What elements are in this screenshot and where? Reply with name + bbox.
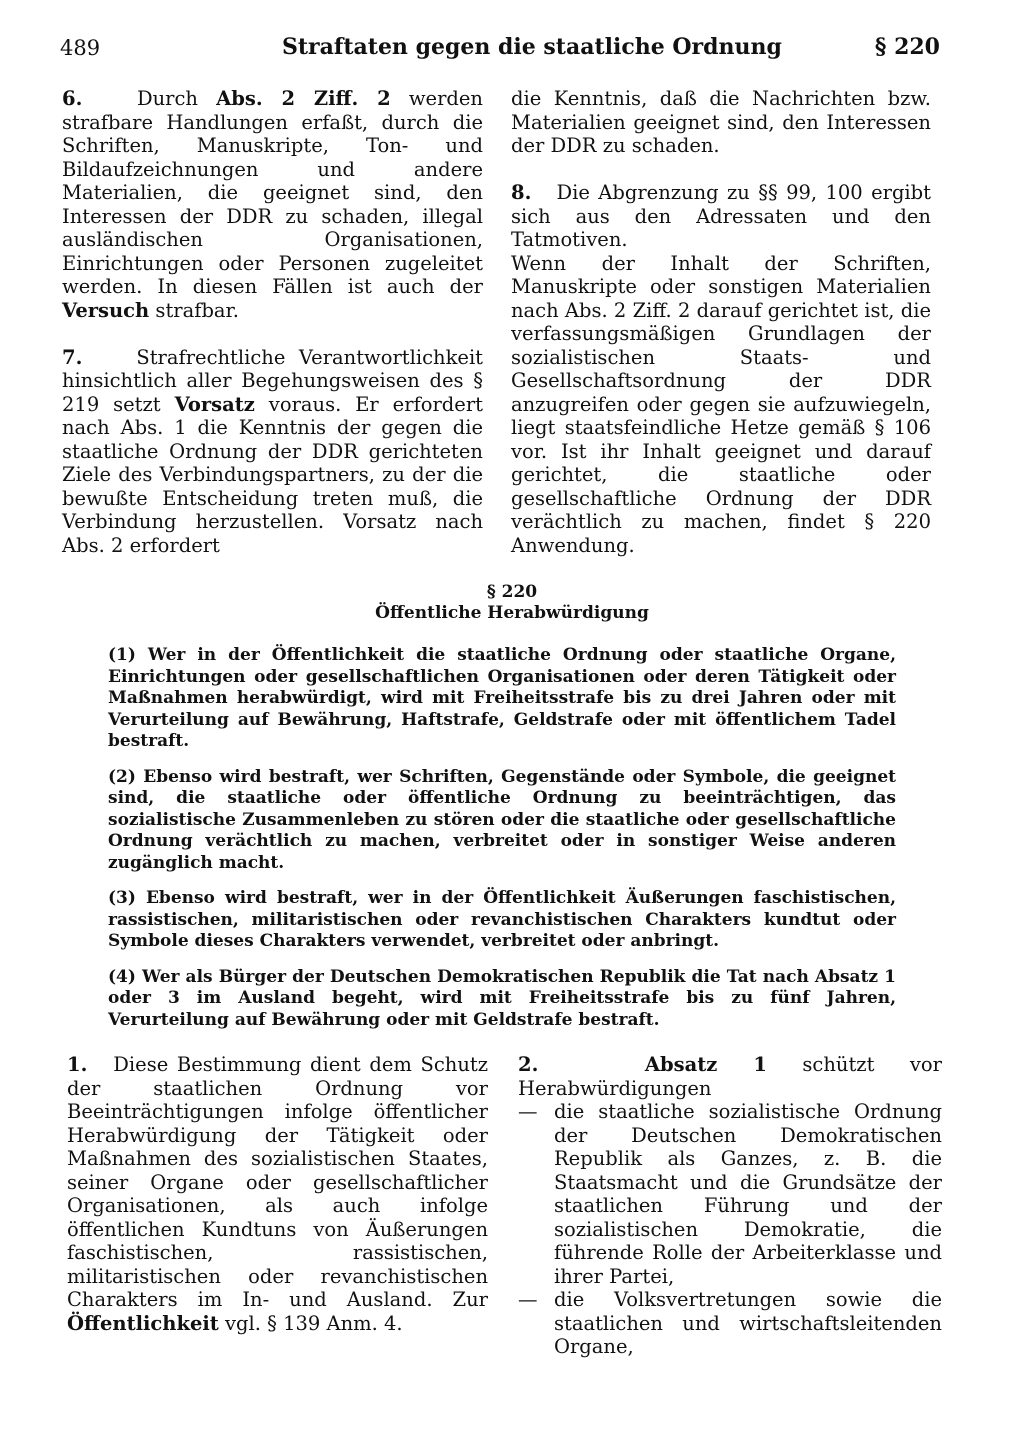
- note-6: 6. Durch Abs. 2 Ziff. 2 werden strafbare Handlungen erfaßt, durch die Schriften, Manuskripte, Ton- und Bildaufzeichnungen und andere Materialien, die geeignet sind, den Interessen der DDR zu schaden, illegal ausländischen Organisationen, Einrichtungen oder Personen zugeleitet werden. In diesen Fällen ist auch der Versuch strafbar.: [62, 87, 483, 322]
- law-paragraph-4: (4) Wer als Bürger der Deutschen Demokratischen Republik die Tat nach Absatz 1 oder 3 im Ausland begeht, wird mit Freiheitsstrafe bis zu fünf Jahren, Verurteilung auf Bewährung oder mit Geldstrafe bestraft.: [108, 966, 896, 1030]
- commentary-column-left-lower: [67, 1053, 488, 1335]
- law-section-title: Öffentliche Herabwürdigung: [375, 603, 649, 623]
- page-header: [60, 30, 940, 66]
- running-title: Straftaten gegen die staatliche Ordnung: [282, 34, 782, 60]
- commentary-column-right-lower: [518, 1053, 942, 1359]
- note-1: 1. Diese Bestimmung dient dem Schutz der staatlichen Ordnung vor Beeinträchtigungen infolge öffentlicher Herabwürdigung der Tätigkeit oder Maßnahmen des sozialistischen Staates, seiner Organe oder gesellschaftlicher Organisationen, als auch infolge öffentlichen Kundtuns von Äußerungen faschistischen, rassistischen, militaristischen oder revanchistischen Charakters im In- und Ausland. Zur Öffentlichkeit vgl. § 139 Anm. 4.: [67, 1053, 488, 1335]
- note-7-continued: die Kenntnis, daß die Nachrichten bzw. Materialien geeignet sind, den Interessen der DDR zu schaden.: [511, 87, 931, 157]
- section-reference: § 220: [874, 34, 940, 60]
- list-item: — die staatliche sozialistische Ordnung der Deutschen Demokratischen Republik als Ganzes, z. B. die Staatsmacht und die Grundsätze der staatlichen Führung und der sozialistischen Demokratie, die führende Rolle der Arbeiterklasse und ihrer Partei,: [518, 1100, 942, 1288]
- page-number: 489: [60, 36, 101, 60]
- note-8-paragraph: Wenn der Inhalt der Schriften, Manuskripte oder sonstigen Materialien nach Abs. 2 Ziff. 2 darauf gerichtet ist, die verfassungsmäßigen Grundlagen der sozialistischen Staats- und Gesellschaftsordnung der DDR anzugreifen oder gegen sie aufzuwiegeln, liegt staatsfeindliche Hetze gemäß § 106 vor. Ist ihr Inhalt geeignet und darauf gerichtet, die staatliche oder gesellschaftliche Ordnung der DDR verächtlich zu machen, findet § 220 Anwendung.: [511, 251, 931, 557]
- dash-marker: —: [518, 1288, 538, 1311]
- list-item: — die Volksvertretungen sowie die staatlichen und wirtschaftsleitenden Organe,: [518, 1288, 942, 1358]
- law-paragraph-1: (1) Wer in der Öffentlichkeit die staatliche Ordnung oder staatliche Organe, Einrichtungen oder gesellschaftlichen Organisationen oder deren Tätigkeit oder Maßnahmen herabwürdigt, wird mit Freiheitsstrafe bis zu drei Jahren oder mit Verurteilung auf Bewährung, Haftstrafe, Geldstrafe oder mit öffentlichem Tadel bestraft.: [108, 645, 896, 751]
- note-8: 8. Die Abgrenzung zu §§ 99, 100 ergibt sich aus den Adressaten und den Tatmotiven.: [511, 181, 931, 251]
- law-paragraph-2: (2) Ebenso wird bestraft, wer Schriften, Gegenstände oder Symbole, die geeignet sind, die staatliche oder öffentliche Ordnung zu beeinträchtigen, das sozialistische Zusammenleben zu stören oder die staatliche oder gesellschaftliche Ordnung verächtlich zu machen, verbreitet oder in sonstiger Weise anderen zugänglich macht.: [108, 766, 896, 873]
- law-section-number: § 220: [486, 582, 538, 602]
- note-2: 2. Absatz 1 schützt vor Herabwürdigungen: [518, 1053, 942, 1100]
- note-7: 7. Strafrechtliche Verantwortlichkeit hinsichtlich aller Begehungsweisen des § 219 setzt Vorsatz voraus. Er erfordert nach Abs. 1 die Kenntnis der gegen die staatliche Ordnung der DDR gerichteten Ziele des Verbindungspartners, zu der die bewußte Entscheidung treten muß, die Verbindung herzustellen. Vorsatz nach Abs. 2 erfordert: [62, 345, 484, 557]
- law-text: [108, 645, 896, 1045]
- commentary-column-right-upper: [511, 87, 931, 557]
- law-paragraph-3: (3) Ebenso wird bestraft, wer in der Öffentlichkeit Äußerungen faschistischen, rassistischen, militaristischen oder revanchistischen Charakters kundtut oder Symbole dieses Charakters verwendet, verbreitet oder anbringt.: [108, 888, 896, 951]
- commentary-column-left-upper: [62, 87, 483, 557]
- dash-marker: —: [518, 1100, 538, 1123]
